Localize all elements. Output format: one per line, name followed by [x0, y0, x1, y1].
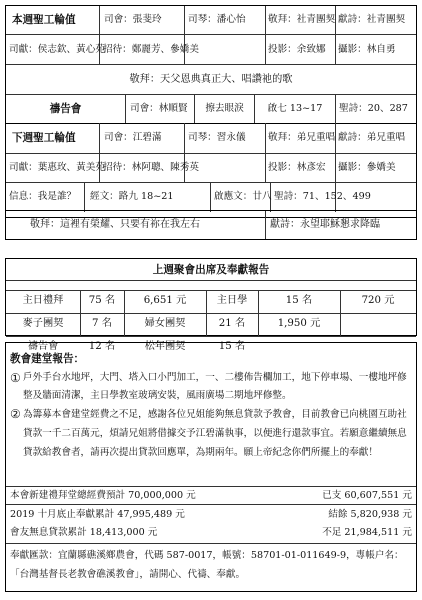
next-week-responsive-reading: 啟應文：廿八 [214, 191, 272, 202]
building-item-1-number: ① [10, 371, 21, 385]
next-week-offering-song: 獻詩：永望耶穌懇求降臨 [270, 219, 380, 230]
prayer-meeting-reading: 啟七 13~17 [267, 103, 323, 114]
this-week-host: 司會：張斐玲 [104, 14, 162, 25]
next-week-message: 信息：我是誰？ [9, 191, 77, 202]
next-week-ushers: 招待：林阿聰、陳秀英 [103, 162, 199, 173]
building-item-1-text: 戶外手台水地坪，大門、塔入口小門加工，一、二樓佈告欄加工，地下停車場、一樓地坪修整及牆面清潔，主日學教室玻璃安裝，風雨廣場二期地坪修整。 [23, 372, 407, 401]
next-week-choir: 獻詩：弟兄重唱 [338, 132, 406, 143]
next-week-projection: 投影：林彥宏 [268, 162, 326, 173]
next-week-worship-songs: 敬拜：這裡有榮耀、只要有祢在我左右 [30, 219, 200, 230]
building-report-title: 教會建堂報告： [10, 353, 85, 365]
prayer-meeting-heading: 禱告會 [49, 103, 82, 115]
building-item-2-text: 為籌募本會建堂經費之不足，感謝各位兄姐能夠無息貸款予教會，目前教會已向桃園互助社貸款一千二百萬元，煩請兄姐將借據交予江碧滿執事，以便進行還款事宜。若願意繼續無息貸款給教會者，請再次提出貸款回應單，為期兩年。願上帝紀念你們所擺上的奉獻！ [23, 409, 407, 458]
amount-spent: 已支 60,607,551 元 [322, 490, 412, 501]
next-week-worship-team: 敬拜：弟兄重唱 [268, 132, 336, 143]
report-cell: 75 名 [88, 295, 116, 306]
next-week-pianist: 司琴：習永儀 [188, 132, 246, 143]
report-cell: 婦女團契 [144, 318, 186, 329]
report-title: 上週聚會出席及奉獻報告 [152, 264, 270, 276]
this-week-offering: 司獻：侯志欽、黃心苑 [9, 44, 105, 55]
this-week-photography: 攝影：林自勇 [338, 44, 396, 55]
loans-total: 會友無息貸款累計 18,413,000 元 [10, 527, 158, 538]
report-cell: 主日學 [216, 295, 248, 306]
prayer-meeting-host: 司會：林順賢 [130, 103, 188, 114]
report-cell: 720 元 [361, 295, 395, 306]
prayer-meeting-topic: 擦去眼淚 [205, 103, 244, 114]
next-week-hymns: 聖詩：71、152、499 [274, 191, 371, 202]
donations-total: 2019 十月底止奉獻累計 47,995,489 元 [10, 509, 185, 520]
report-cell: 6,651 元 [143, 295, 187, 306]
prayer-meeting-hymns: 聖詩：20、287 [339, 103, 408, 114]
budget-total: 本會新建禮拜堂總經費預計 70,000,000 元 [10, 490, 196, 501]
report-cell: 主日禮拜 [22, 295, 64, 306]
report-cell: 7 名 [92, 318, 112, 329]
next-week-host: 司會：江碧滿 [104, 132, 162, 143]
report-cell: 12 名 [88, 341, 116, 352]
next-week-offering: 司獻：葉惠玫、黃美苑 [9, 162, 105, 173]
next-week-scripture: 經文：路九 18~21 [90, 191, 174, 202]
report-cell: 21 名 [218, 318, 246, 329]
this-week-heading: 本週聖工輪值 [12, 14, 76, 26]
this-week-worship-team: 敬拜：社青團契 [268, 14, 336, 25]
this-week-ushers: 招待：鄭麗芳、參嬌美 [103, 44, 199, 55]
balance: 結餘 5,820,938 元 [328, 509, 412, 520]
report-cell: 松年團契 [144, 341, 186, 352]
donation-account-info: 奉獻匯款：宜蘭縣礁溪鄉農會，代碼 587-0017，帳號：58701-01-011649-9，專帳户名：「台灣基督長老教會礁溪教會」，請開心、代禱、奉獻。 [10, 550, 404, 580]
report-cell: 15 名 [285, 295, 313, 306]
building-item-2-number: ② [10, 407, 21, 421]
this-week-pianist: 司琴：潘心怡 [188, 14, 246, 25]
report-cell: 1,950 元 [277, 318, 321, 329]
shortfall: 不足 21,984,511 元 [322, 527, 412, 538]
this-week-choir: 獻詩：社青團契 [338, 14, 406, 25]
report-cell: 禱告會 [27, 341, 59, 352]
next-week-heading: 下週聖工輪值 [12, 132, 76, 144]
next-week-photography: 攝影：參嬌美 [338, 162, 396, 173]
report-cell: 麥子團契 [22, 318, 64, 329]
this-week-worship-songs: 敬拜：天父恩典真正大、唱讚祂的歌 [129, 74, 293, 85]
report-cell: 15 名 [218, 341, 246, 352]
this-week-projection: 投影：余致娜 [268, 44, 326, 55]
